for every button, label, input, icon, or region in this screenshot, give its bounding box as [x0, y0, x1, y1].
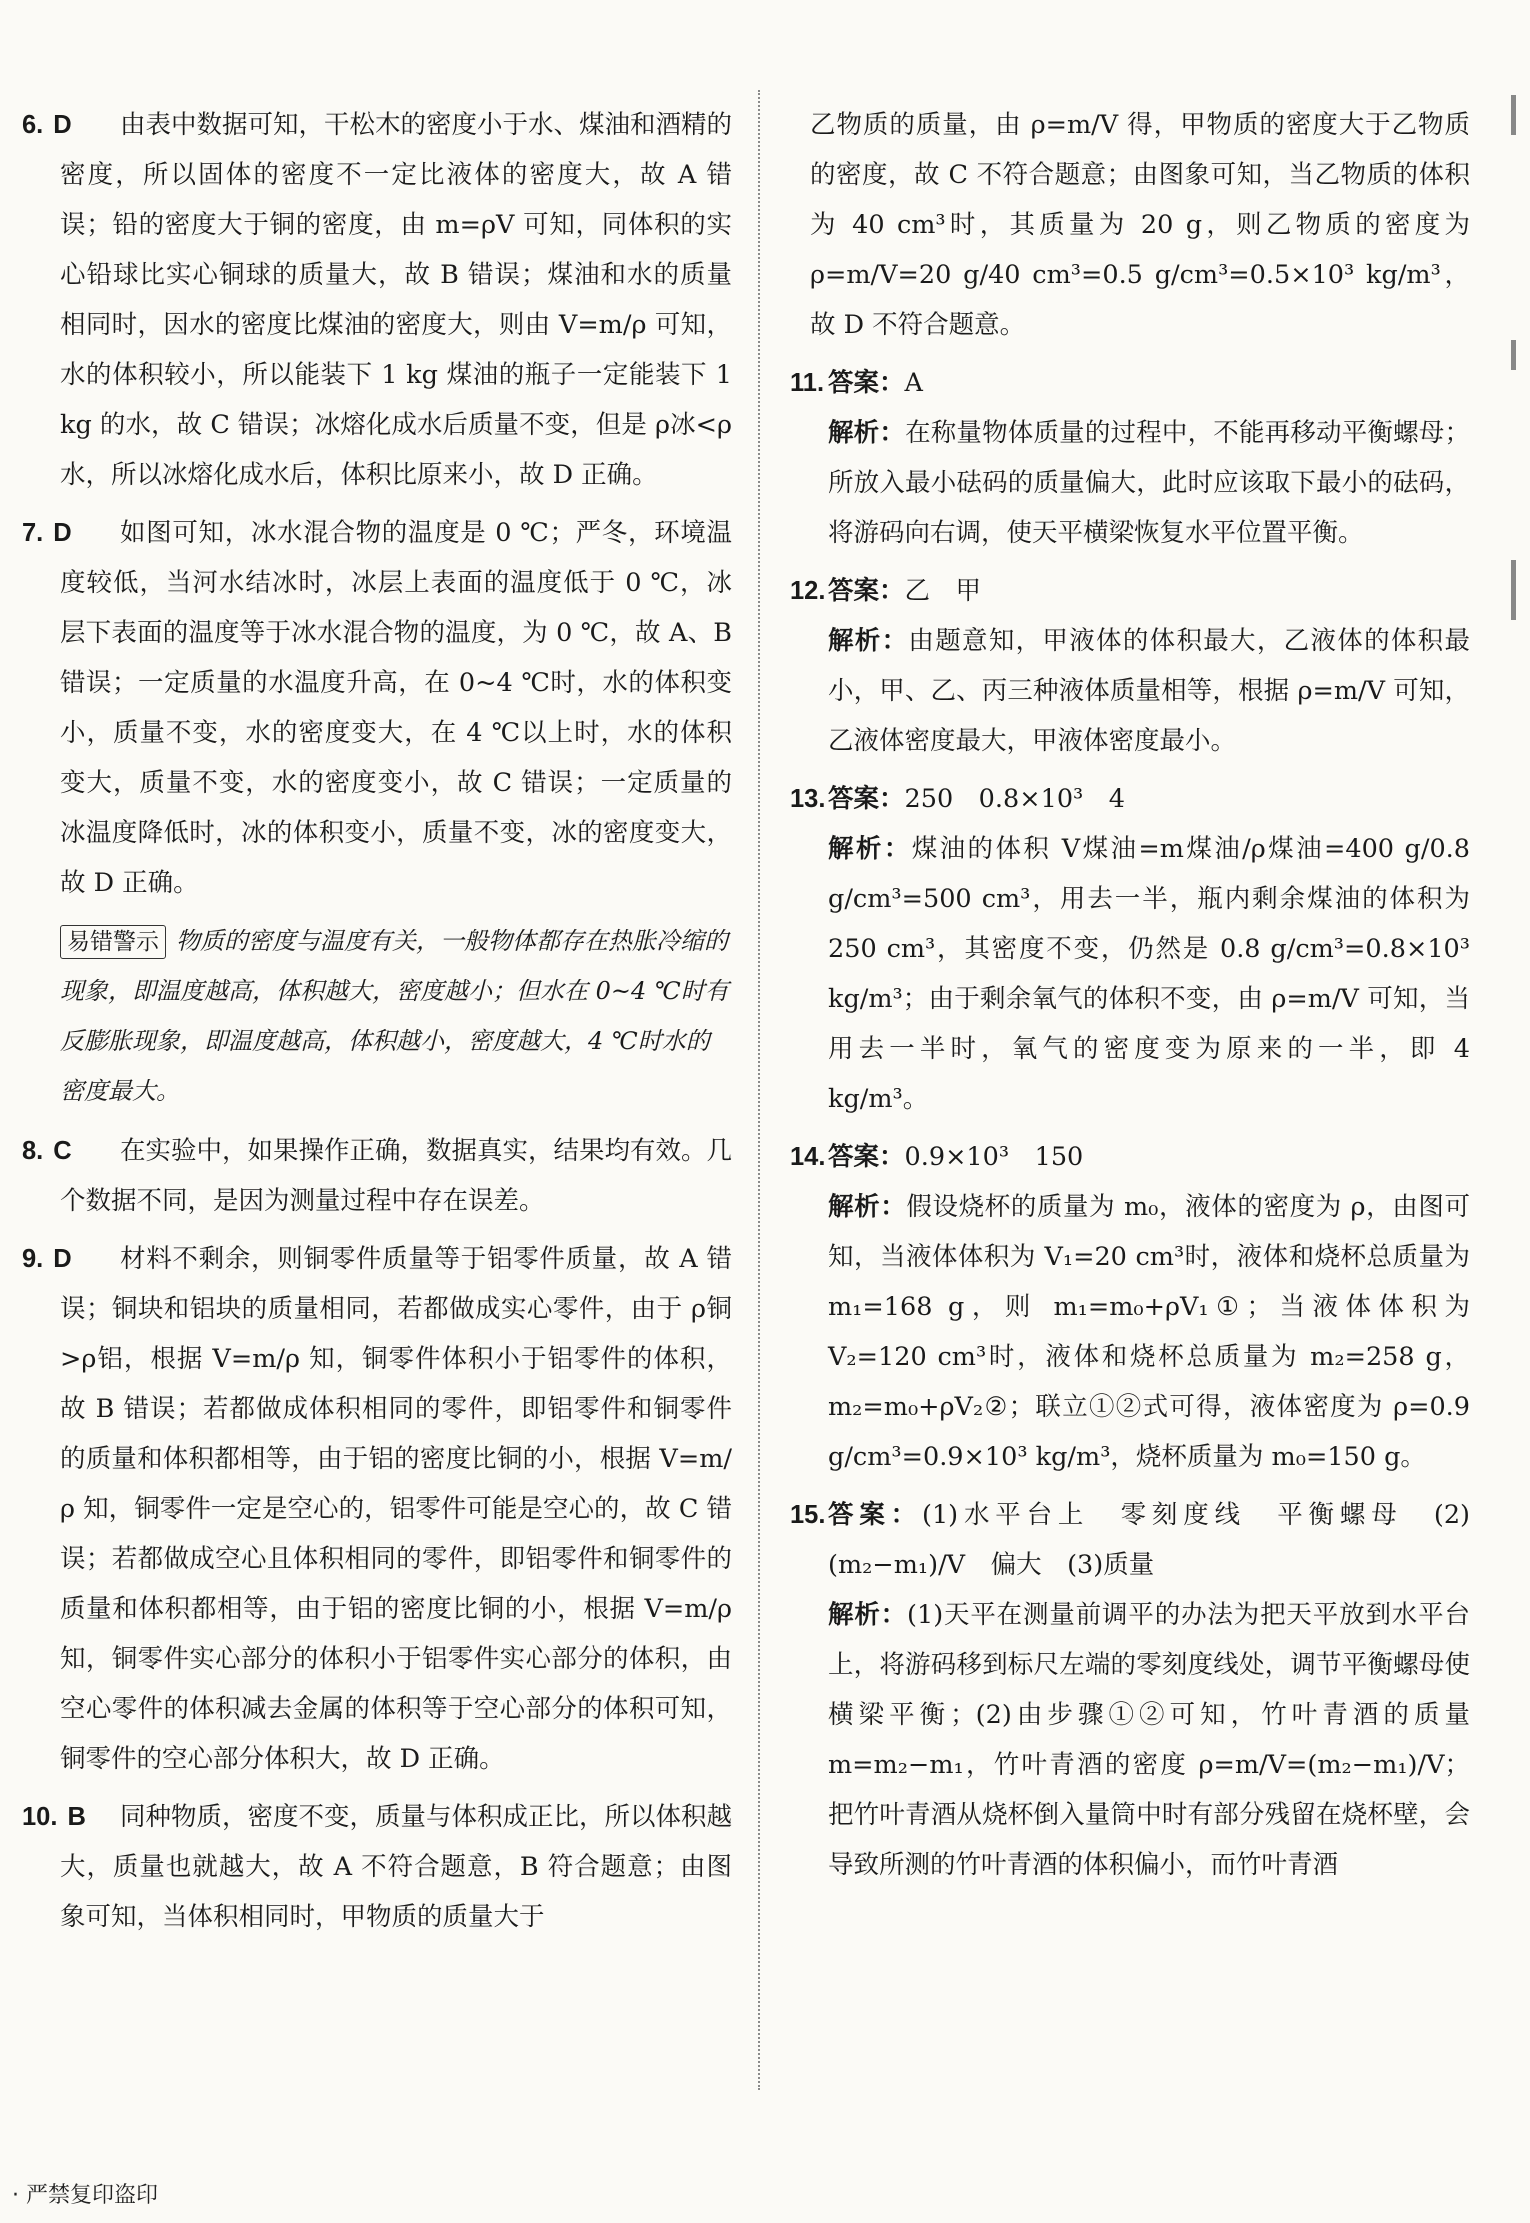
question-8 — [22, 1126, 732, 1226]
question-number: 11. — [790, 369, 825, 397]
answer-letter: C — [53, 1137, 72, 1165]
explanation-text: 如图可知，冰水混合物的温度是 0 ℃；严冬，环境温度较低，当河水结冰时，冰层上表面的温度低于 0 ℃，冰层下表面的温度等于冰水混合物的温度，为 0 ℃，故 A、B 错误；一定质量的水温度升高，在 0~4 ℃时，水的体积变小，质量不变，水的密度变大，在 4 ℃以上时，水的体积变大，质量不变，水的密度变小，故 C 错误；一定质量的冰温度降低时，冰的体积变小，质量不变，冰的密度变大，故 D 正确。 — [60, 518, 732, 898]
analysis-text: 在称量物体质量的过程中，不能再移动平衡螺母；所放入最小砝码的质量偏大，此时应该取下最小的砝码，将游码向右调，使天平横梁恢复水平位置平衡。 — [828, 418, 1470, 548]
question-number: 8. — [22, 1137, 44, 1165]
question-number: 7. — [22, 519, 44, 547]
question-12 — [790, 566, 1470, 766]
answer-letter: D — [53, 1245, 72, 1273]
analysis-text: 假设烧杯的质量为 m₀，液体的密度为 ρ，由图可知，当液体体积为 V₁=20 cm³时，液体和烧杯总质量为 m₁=168 g，则 m₁=m₀+ρV₁①；当液体体积为 V₂=120 cm³时，液体和烧杯总质量为 m₂=258 g，m₂=m₀+ρV₂②；联立①②式可得，液体密度为 ρ=0.9 g/cm³=0.9×10³ kg/m³，烧杯质量为 m₀=150 g。 — [828, 1192, 1470, 1472]
analysis-label: 解析： — [828, 419, 906, 447]
scan-edge-mark — [1511, 95, 1516, 135]
question-9 — [22, 1234, 732, 1784]
analysis-text: 由题意知，甲液体的体积最大，乙液体的体积最小，甲、乙、丙三种液体质量相等，根据 ρ=m/V 可知，乙液体密度最大，甲液体密度最小。 — [828, 626, 1470, 756]
warning-box — [60, 916, 732, 1116]
scan-edge-mark — [1511, 340, 1516, 370]
analysis-label: 解析： — [828, 1601, 908, 1629]
question-13 — [790, 774, 1470, 1124]
question-number: 15. — [790, 1501, 826, 1529]
analysis-text: 煤油的体积 V煤油=m煤油/ρ煤油=400 g/0.8 g/cm³=500 cm³，用去一半，瓶内剩余煤油的体积为 250 cm³，其密度不变，仍然是 0.8 g/cm³=0.8×10³ kg/m³；由于剩余氧气的体积不变，由 ρ=m/V 可知，当用去一半时，氧气的密度变为原来的一半，即 4 kg/m³。 — [828, 834, 1470, 1114]
answer-label: 答案： — [828, 785, 905, 813]
answer-label: 答案： — [828, 369, 905, 397]
right-column — [790, 100, 1470, 1898]
analysis-label: 解析： — [828, 627, 909, 655]
question-15 — [790, 1490, 1470, 1890]
answer-label: 答案： — [828, 1143, 905, 1171]
question-11 — [790, 358, 1470, 558]
answer-letter: D — [53, 519, 72, 547]
explanation-text: 乙物质的质量，由 ρ=m/V 得，甲物质的密度大于乙物质的密度，故 C 不符合题意；由图象可知，当乙物质的体积为 40 cm³时，其质量为 20 g，则乙物质的密度为 ρ=m/V=20 g/40 cm³=0.5 g/cm³=0.5×10³ kg/m³，故 D 不符合题意。 — [810, 110, 1470, 340]
explanation-text: 在实验中，如果操作正确，数据真实，结果均有效。几个数据不同，是因为测量过程中存在误差。 — [60, 1136, 733, 1216]
explanation-text: 同种物质，密度不变，质量与体积成正比，所以体积越大，质量也就越大，故 A 不符合题意，B 符合题意；由图象可知，当体积相同时，甲物质的质量大于 — [60, 1802, 733, 1932]
question-10-continued — [790, 100, 1470, 350]
warning-tag: 易错警示 — [60, 925, 166, 959]
question-number: 9. — [22, 1245, 44, 1273]
question-number: 12. — [790, 577, 826, 605]
answer-label: 答案： — [828, 1501, 922, 1529]
scan-edge-mark — [1511, 560, 1516, 620]
answer-value: (1)水平台上 零刻度线 平衡螺母 (2)(m₂−m₁)/V 偏大 (3)质量 — [828, 1500, 1470, 1580]
analysis-text: (1)天平在测量前调平的办法为把天平放到水平台上，将游码移到标尺左端的零刻度线处，调节平衡螺母使横梁平衡；(2)由步骤①②可知，竹叶青酒的质量 m=m₂−m₁，竹叶青酒的密度 ρ=m/V=(m₂−m₁)/V；把竹叶青酒从烧杯倒入量筒中时有部分残留在烧杯壁，会导致所测的竹叶青酒的体积偏小，而竹叶青酒 — [828, 1600, 1470, 1880]
question-number: 13. — [790, 785, 826, 813]
answer-value: 250 0.8×10³ 4 — [904, 784, 1126, 814]
question-number: 10. — [22, 1803, 58, 1831]
explanation-text: 由表中数据可知，干松木的密度小于水、煤油和酒精的密度，所以固体的密度不一定比液体的密度大，故 A 错误；铅的密度大于铜的密度，由 m=ρV 可知，同体积的实心铅球比实心铜球的质量大，故 B 错误；煤油和水的质量相同时，因水的密度比煤油的密度大，则由 V=m/ρ 可知，水的体积较小，所以能装下 1 kg 煤油的瓶子一定能装下 1 kg 的水，故 C 错误；冰熔化成水后质量不变，但是 ρ冰<ρ水，所以冰熔化成水后，体积比原来小，故 D 正确。 — [60, 110, 733, 490]
analysis-label: 解析： — [828, 1193, 907, 1221]
answer-value: 0.9×10³ 150 — [904, 1142, 1084, 1172]
question-6 — [22, 100, 732, 500]
question-10 — [22, 1792, 732, 1942]
answer-letter: D — [53, 111, 72, 139]
question-number: 6. — [22, 111, 44, 139]
question-14 — [790, 1132, 1470, 1482]
footer-notice: · 严禁复印盗印 — [12, 2183, 158, 2208]
left-column — [22, 100, 732, 1950]
answer-letter: B — [67, 1803, 86, 1831]
answer-value: A — [904, 368, 923, 398]
question-7 — [22, 508, 732, 908]
column-divider — [758, 90, 760, 2090]
answer-value: 乙 甲 — [904, 576, 982, 606]
question-number: 14. — [790, 1143, 826, 1171]
warning-text: 物质的密度与温度有关，一般物体都存在热胀冷缩的现象，即温度越高，体积越大，密度越小；但水在 0~4 ℃时有反膨胀现象，即温度越高，体积越小，密度越大，4 ℃时水的密度最大。 — [60, 927, 729, 1105]
analysis-label: 解析： — [828, 835, 912, 863]
answer-label: 答案： — [828, 577, 905, 605]
explanation-text: 材料不剩余，则铜零件质量等于铝零件质量，故 A 错误；铜块和铝块的质量相同，若都做成实心零件，由于 ρ铜>ρ铝，根据 V=m/ρ 知，铜零件体积小于铝零件的体积，故 B 错误；若都做成体积相同的零件，即铝零件和铜零件的质量和体积都相等，由于铝的密度比铜的小，根据 V=m/ρ 知，铜零件一定是空心的，铝零件可能是空心的，故 C 错误；若都做成空心且体积相同的零件，即铝零件和铜零件的质量和体积都相等，由于铝的密度比铜的小，根据 V=m/ρ 知，铜零件实心部分的体积小于铝零件实心部分的体积，由空心零件的体积减去金属的体积等于空心部分的体积可知，铜零件的空心部分体积大，故 D 正确。 — [60, 1244, 732, 1774]
